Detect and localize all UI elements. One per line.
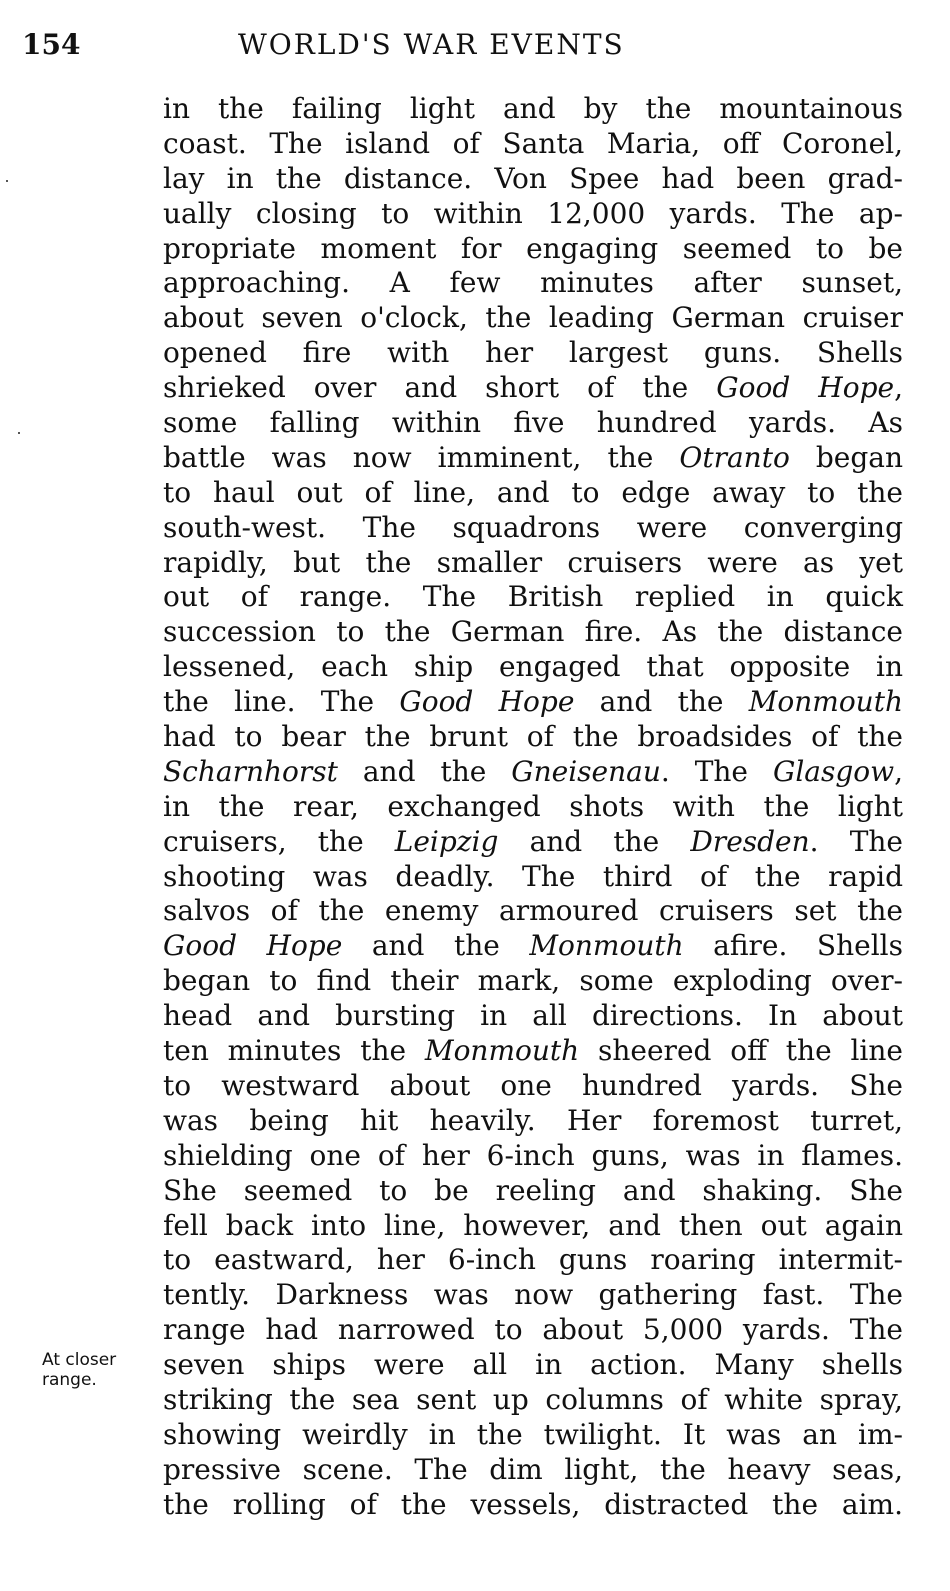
text-line: tently. Darkness was now gathering fast. The xyxy=(163,1278,903,1312)
text-line: range had narrowed to about 5,000 yards. The xyxy=(163,1313,903,1347)
text-line: some falling within five hundred yards. As xyxy=(163,406,903,440)
page-number: 154 xyxy=(22,28,81,61)
text-line: opened fire with her largest guns. Shells xyxy=(163,336,903,370)
text-line: was being hit heavily. Her foremost turret, xyxy=(163,1103,903,1137)
text-line: ually closing to within 12,000 yards. The ap- xyxy=(163,196,903,230)
text-line: succession to the German fire. As the distance xyxy=(163,615,903,649)
text-line: the rolling of the vessels, distracted the aim. xyxy=(163,1487,903,1521)
text-line: began to find their mark, some exploding over- xyxy=(163,964,903,998)
text-line: propriate moment for engaging seemed to be xyxy=(163,231,903,265)
text-line: out of range. The British replied in quick xyxy=(163,580,903,614)
text-line: in the failing light and by the mountainous xyxy=(163,92,903,125)
text-line: fell back into line, however, and then out again xyxy=(163,1208,903,1242)
running-head: WORLD'S WAR EVENTS xyxy=(238,28,625,61)
ship-name: Scharnhorst xyxy=(163,754,338,788)
text-line: in the rear, exchanged shots with the light xyxy=(163,789,903,823)
ship-name: Good Hope xyxy=(399,685,575,719)
text-line: south-west. The squadrons were converging xyxy=(163,510,903,544)
text-line: She seemed to be reeling and shaking. She xyxy=(163,1173,903,1207)
ship-name: Leipzig xyxy=(394,824,499,858)
text-line: Good Hope and the Monmouth afire. Shells xyxy=(163,929,903,963)
text-line: about seven o'clock, the leading German cruiser xyxy=(163,301,903,335)
text-line: ten minutes the Monmouth sheered off the line xyxy=(163,1034,903,1068)
text-line: to eastward, her 6-inch guns roaring intermit- xyxy=(163,1243,903,1277)
text-line: striking the sea sent up columns of white spray, xyxy=(163,1382,903,1416)
text-line: lessened, each ship engaged that opposite in xyxy=(163,650,903,684)
text-line: had to bear the brunt of the broadsides of the xyxy=(163,720,903,754)
text-line: to haul out of line, and to edge away to the xyxy=(163,475,903,509)
scan-speck xyxy=(6,180,8,182)
ship-name: Monmouth xyxy=(748,685,903,719)
text-line: coast. The island of Santa Maria, off Coronel, xyxy=(163,126,903,160)
margin-note-line: range. xyxy=(42,1370,97,1390)
text-line: rapidly, but the smaller cruisers were as yet xyxy=(163,545,903,579)
text-line: approaching. A few minutes after sunset, xyxy=(163,266,903,300)
text-line: cruisers, the Leipzig and the Dresden. The xyxy=(163,824,903,858)
body-text xyxy=(163,92,903,1523)
ship-name: Monmouth xyxy=(424,1034,580,1068)
ship-name: Monmouth xyxy=(529,929,684,963)
text-line: shrieked over and short of the Good Hope, xyxy=(163,371,903,405)
text-line: shooting was deadly. The third of the rapid xyxy=(163,859,903,893)
text-line: showing weirdly in the twilight. It was an im- xyxy=(163,1417,903,1451)
margin-note-line: At closer xyxy=(42,1350,117,1370)
scan-speck xyxy=(18,432,20,434)
text-line: lay in the distance. Von Spee had been grad- xyxy=(163,161,903,195)
text-line: pressive scene. The dim light, the heavy seas, xyxy=(163,1452,903,1486)
ship-name: Glasgow xyxy=(772,754,895,788)
text-line: salvos of the enemy armoured cruisers set the xyxy=(163,894,903,928)
text-line: head and bursting in all directions. In about xyxy=(163,999,903,1033)
ship-name: Good Hope xyxy=(716,371,895,405)
text-line: battle was now imminent, the Otranto began xyxy=(163,440,903,474)
text-line: the line. The Good Hope and the Monmouth xyxy=(163,685,903,719)
ship-name: Dresden xyxy=(690,824,810,858)
ship-name: Otranto xyxy=(679,440,790,474)
text-line: shielding one of her 6-inch guns, was in flames. xyxy=(163,1138,903,1172)
text-line: seven ships were all in action. Many shells xyxy=(163,1348,903,1382)
ship-name: Good Hope xyxy=(163,929,343,963)
text-line: Scharnhorst and the Gneisenau. The Glasgow, xyxy=(163,754,903,788)
ship-name: Gneisenau xyxy=(511,754,661,788)
margin-note xyxy=(42,1350,116,1390)
text-line: to westward about one hundred yards. She xyxy=(163,1068,903,1102)
